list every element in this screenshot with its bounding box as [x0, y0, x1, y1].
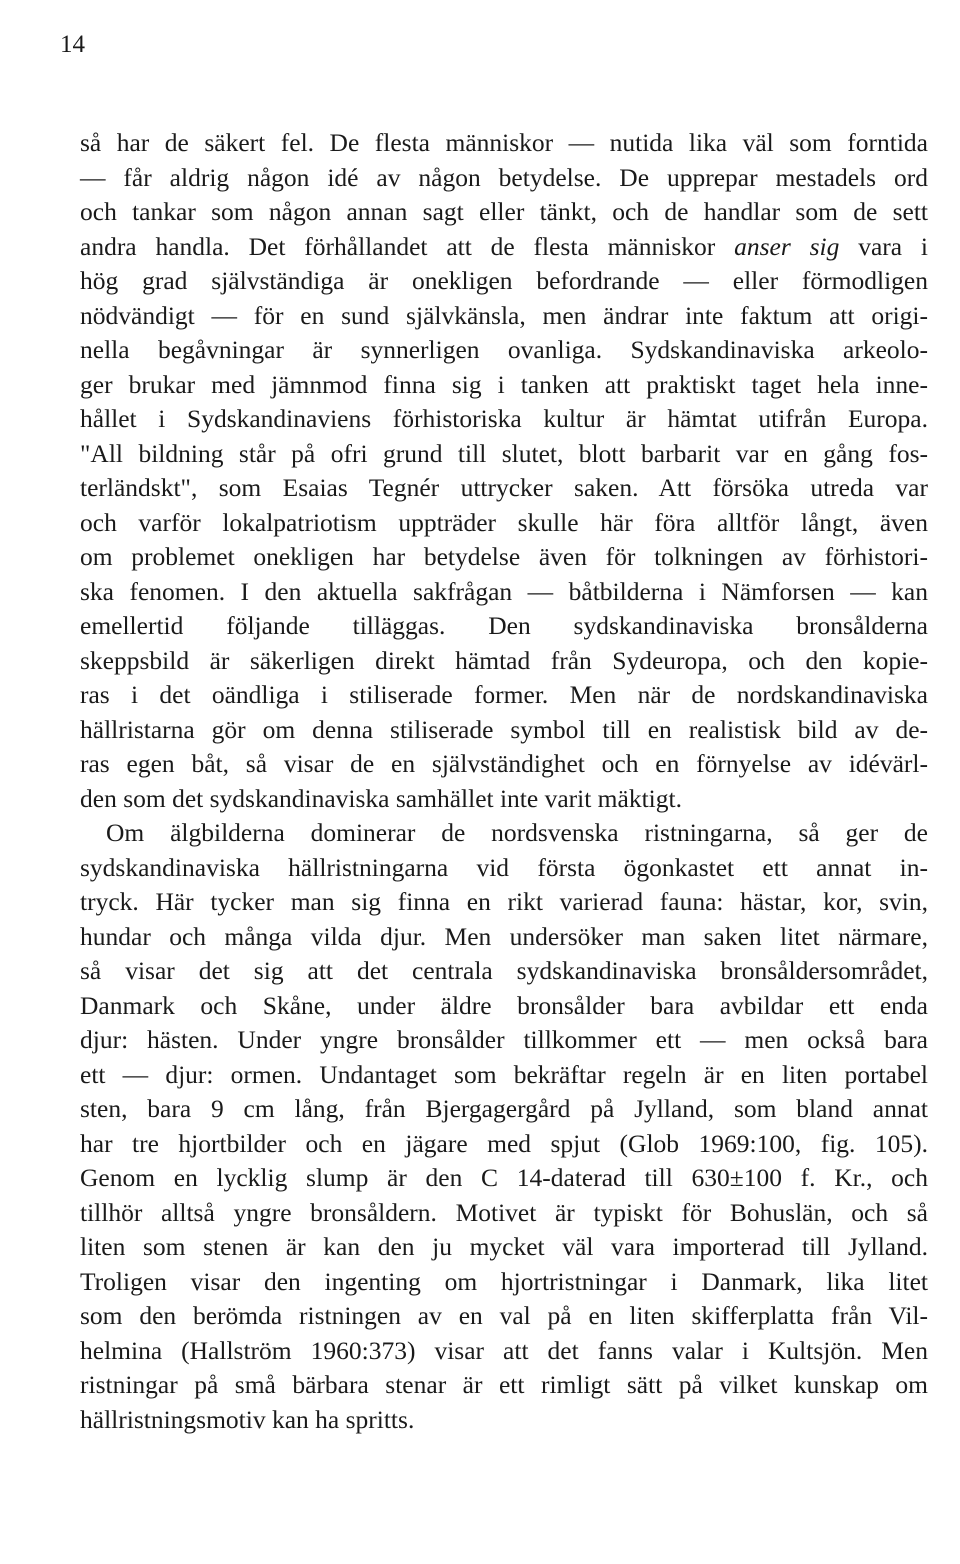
text-segment: nödvändigt — för en sund självkänsla, men ändrar inte faktum att origi-: [80, 300, 928, 330]
text-segment: den som det sydskandinaviska samhället inte varit mäktigt.: [80, 783, 682, 813]
text-segment: Genom en lycklig slump är den C 14-daterad till 630±100 f. Kr., och: [80, 1163, 928, 1192]
text-segment: liten som stenen är kan den ju mycket väl vara importerad till Jylland.: [80, 1232, 928, 1261]
text-line: [80, 264, 928, 299]
text-segment: hög grad självständiga är onekligen befordrande — eller förmodligen: [80, 266, 928, 295]
text-line: [80, 575, 928, 610]
text-segment: vara i: [839, 231, 928, 261]
text-line: [80, 678, 928, 713]
text-line: [80, 1265, 928, 1300]
text-segment: skeppsbild är säkerligen direkt hämtad från Sydeuropa, och den kopie-: [80, 645, 928, 675]
text-segment: hållet i Sydskandinaviens förhistoriska kultur är hämtat utifrån Europa.: [80, 404, 928, 433]
text-line: [80, 402, 928, 437]
text-segment: ras i det oändliga i stiliserade former. Men när de nordskandinaviska: [80, 680, 928, 709]
text-segment: Danmark och Skåne, under äldre bronsålder bara avbildar ett enda: [80, 990, 928, 1020]
text-line: [80, 1058, 928, 1093]
text-segment: djur: hästen. Under yngre bronsålder tillkommer ett — men också bara: [80, 1025, 928, 1054]
text-line: [80, 1403, 928, 1438]
text-segment: — får aldrig någon idé av någon betydelse. De upprepar mestadels ord: [80, 162, 928, 192]
text-segment: andra handla. Det förhållandet att de flesta människor: [80, 231, 735, 261]
text-line: [80, 230, 928, 265]
text-line: [80, 368, 928, 403]
text-segment: Troligen visar den ingenting om hjortristningar i Danmark, lika litet: [80, 1266, 928, 1296]
text-line: [80, 333, 928, 368]
text-segment: "All bildning står på ofri grund till slutet, blott barbarit var en gång fos-: [80, 438, 928, 468]
text-segment: tillhör alltså yngre bronsåldern. Motivet är typiskt för Bohuslän, och så: [80, 1197, 928, 1227]
text-segment: och varför lokalpatriotism uppträder skulle här föra alltför långt, även: [80, 507, 928, 537]
text-segment: hällristarna gör om denna stiliserade symbol till en realistisk bild av de-: [80, 714, 928, 744]
text-line: [80, 1161, 928, 1196]
text-segment: terländskt", som Esaias Tegnér uttrycker saken. Att försöka utreda var: [80, 473, 928, 502]
text-segment: sten, bara 9 cm lång, från Bjergagergård på Jylland, som bland annat: [80, 1094, 928, 1123]
text-line: [80, 1196, 928, 1231]
text-line: [80, 437, 928, 472]
text-segment: tryck. Här tycker man sig finna en rikt varierad fauna: hästar, kor, svin,: [80, 887, 928, 916]
body-text: [80, 126, 928, 1437]
text-line: [80, 299, 928, 334]
text-line: [80, 161, 928, 196]
text-line: [80, 609, 928, 644]
text-line: [80, 1230, 928, 1265]
text-segment: ska fenomen. I den aktuella sakfrågan — båtbilderna i Nämforsen — kan: [80, 576, 928, 606]
text-line: [80, 644, 928, 679]
text-line: [80, 506, 928, 541]
text-segment: och tankar som någon annan sagt eller tänkt, och de handlar som de sett: [80, 197, 928, 226]
text-line: [80, 954, 928, 989]
text-line: [80, 885, 928, 920]
text-line: [80, 713, 928, 748]
text-segment: emellertid följande tilläggas. Den sydskandinaviska bronsålderna: [80, 611, 928, 640]
text-segment: ras egen båt, så visar de en självständighet och en förnyelse av idévärl-: [80, 749, 928, 778]
text-line: [80, 816, 928, 851]
text-line: [80, 1334, 928, 1369]
page-number: 14: [60, 31, 85, 58]
text-segment: helmina (Hallström 1960:373) visar att det fanns valar i Kultsjön. Men: [80, 1335, 928, 1365]
text-segment: ett — djur: ormen. Undantaget som bekräftar regeln är en liten portabel: [80, 1059, 928, 1089]
text-line: [80, 1127, 928, 1162]
text-segment: har tre hjortbilder och en jägare med spjut (Glob 1969:100, fig. 105).: [80, 1128, 928, 1158]
text-line: [80, 471, 928, 506]
text-segment: hundar och många vilda djur. Men undersöker man saken litet närmare,: [80, 921, 928, 951]
text-line: [80, 920, 928, 955]
text-line: [80, 540, 928, 575]
text-segment: som den berömda ristningen av en val på en liten skifferplatta från Vil-: [80, 1301, 928, 1330]
text-segment: hällristningsmotiv kan ha spritts.: [80, 1404, 415, 1434]
text-line: [80, 782, 928, 817]
text-segment: ger brukar med jämnmod finna sig i tanken att praktiskt taget hela inne-: [80, 369, 928, 399]
text-segment: Om älgbilderna dominerar de nordsvenska ristningarna, så ger de: [106, 818, 928, 847]
text-segment: sydskandinaviska hällristningarna vid första ögonkastet ett annat in-: [80, 852, 928, 882]
text-line: [80, 851, 928, 886]
text-line: [80, 989, 928, 1024]
text-segment: så visar det sig att det centrala sydskandinaviska bronsåldersområdet,: [80, 956, 928, 985]
text-line: [80, 1368, 928, 1403]
text-segment: anser sig: [734, 231, 840, 261]
text-segment: om problemet onekligen har betydelse även för tolkningen av förhistori-: [80, 542, 928, 571]
text-segment: så har de säkert fel. De flesta människor — nutida lika väl som forntida: [80, 128, 928, 157]
text-line: [80, 126, 928, 161]
text-line: [80, 747, 928, 782]
text-line: [80, 195, 928, 230]
text-segment: nella begåvningar är synnerligen ovanliga. Sydskandinaviska arkeolo-: [80, 335, 928, 364]
text-line: [80, 1299, 928, 1334]
text-segment: ristningar på små bärbara stenar är ett rimligt sätt på vilket kunskap om: [80, 1370, 928, 1399]
text-line: [80, 1092, 928, 1127]
text-line: [80, 1023, 928, 1058]
